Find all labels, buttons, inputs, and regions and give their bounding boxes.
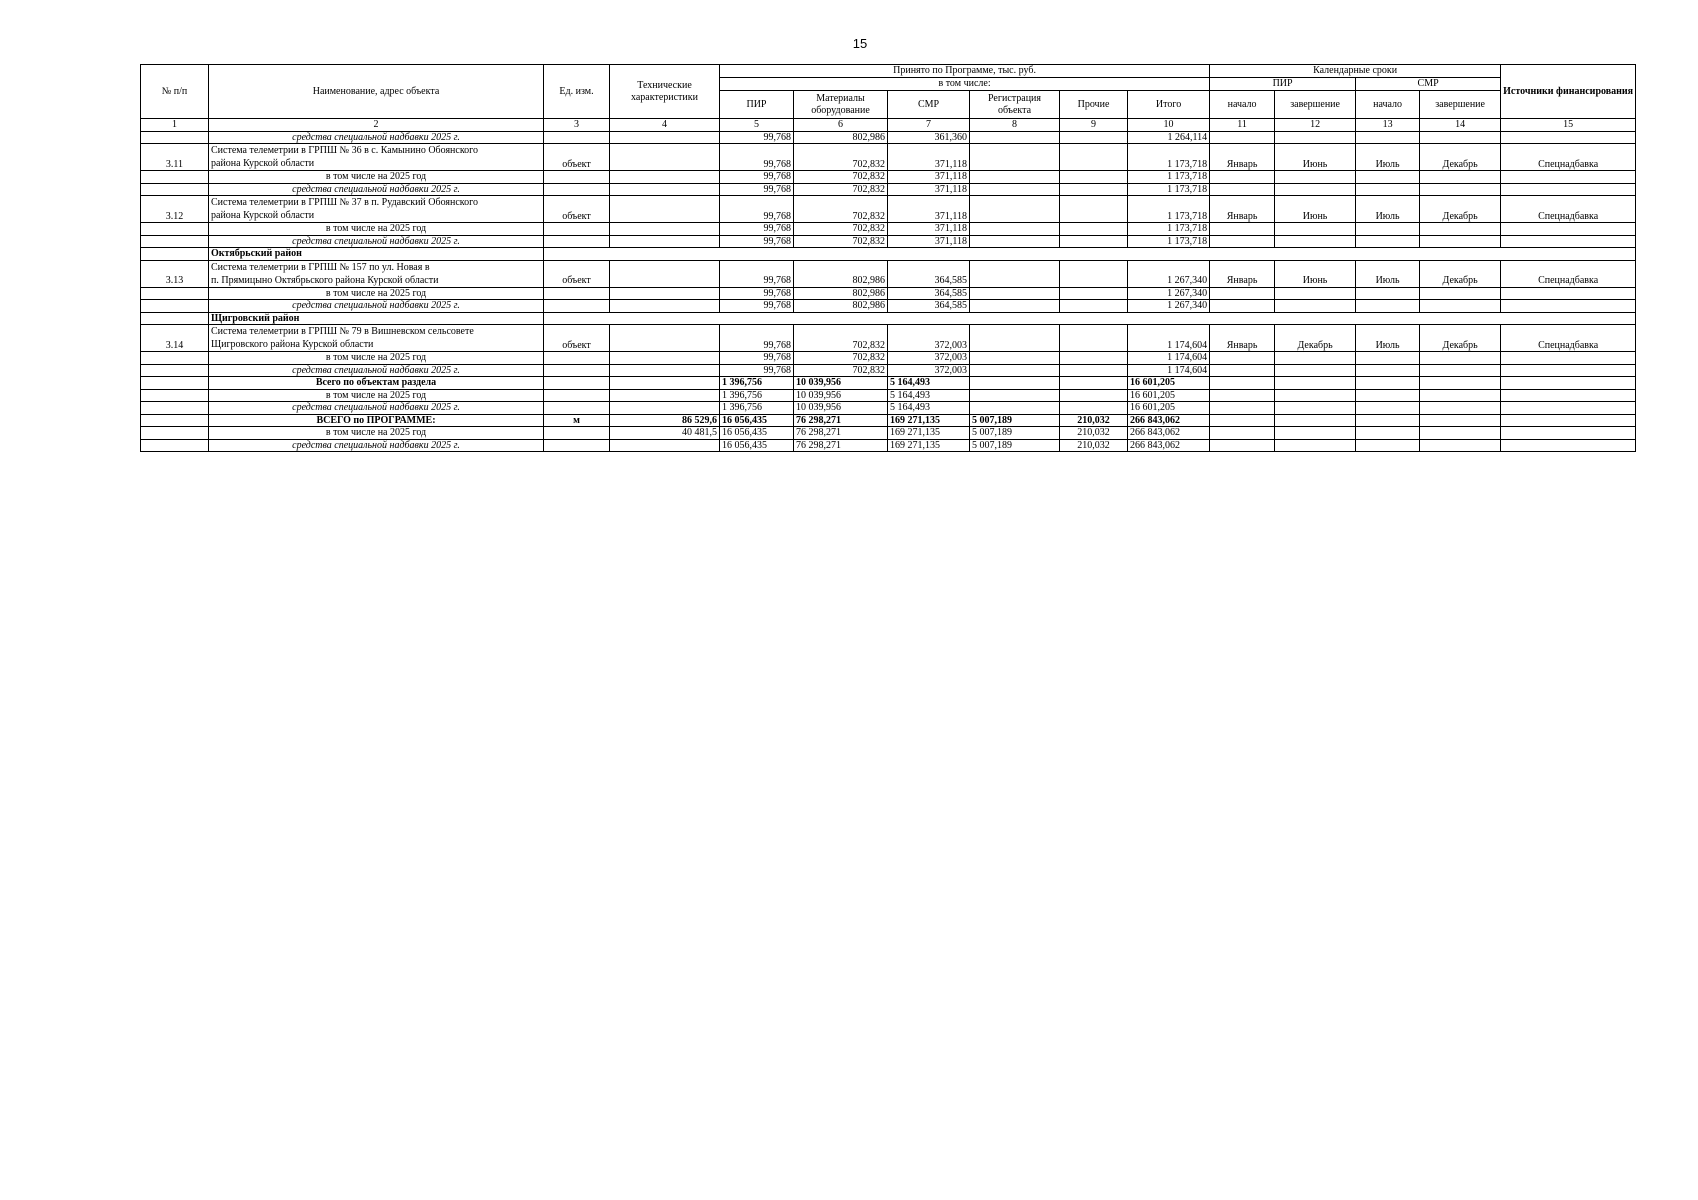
row-name-line1: Система телеметрии в ГРПШ № 79 в Вишневском сельсовете xyxy=(211,326,474,337)
cell-other: 210,032 xyxy=(1060,414,1128,427)
table-row xyxy=(141,300,1636,313)
cell-smr: 169 271,135 xyxy=(888,414,970,427)
cell-registration: 5 007,189 xyxy=(970,427,1060,440)
cell-materials: 702,832 xyxy=(794,171,888,184)
cell-smr: 5 164,493 xyxy=(888,402,970,415)
cell-materials: 702,832 xyxy=(794,144,888,171)
row-name: в том числе на 2025 год xyxy=(209,352,544,365)
district-name: Октябрьский район xyxy=(209,248,544,261)
cell-total: 266 843,062 xyxy=(1128,439,1210,452)
row-name-line2: п. Прямицыно Октябрьского района Курской области xyxy=(211,274,439,286)
section-total-row xyxy=(141,377,1636,390)
row-name: в том числе на 2025 год xyxy=(209,223,544,236)
table-row xyxy=(141,389,1636,402)
header-smr-end: завершение xyxy=(1420,91,1501,119)
cell-tech: 86 529,6 xyxy=(610,414,720,427)
header-accepted: Принято по Программе, тыс. руб. xyxy=(720,65,1210,78)
table-row xyxy=(141,144,1636,171)
cell-smr: 364,585 xyxy=(888,287,970,300)
cell-source: Спецнадбавка xyxy=(1501,144,1636,171)
program-table xyxy=(140,64,1636,452)
colnum: 3 xyxy=(544,119,610,132)
cell-pir: 99,768 xyxy=(720,144,794,171)
district-name: Щигровский район xyxy=(209,312,544,325)
row-name: Всего по объектам раздела xyxy=(209,377,544,390)
row-name: в том числе на 2025 год xyxy=(209,171,544,184)
cell-materials: 802,986 xyxy=(794,260,888,287)
cell-total: 266 843,062 xyxy=(1128,427,1210,440)
table-row xyxy=(141,439,1636,452)
cell-smr-start: Июль xyxy=(1356,196,1420,223)
page-number: 15 xyxy=(852,36,868,51)
colnum: 10 xyxy=(1128,119,1210,132)
cell-total: 16 601,205 xyxy=(1128,377,1210,390)
cell-pir: 99,768 xyxy=(720,235,794,248)
cell-smr: 169 271,135 xyxy=(888,427,970,440)
table-row xyxy=(141,364,1636,377)
cell-smr: 5 164,493 xyxy=(888,389,970,402)
cell-unit: объект xyxy=(544,260,610,287)
row-num: 3.13 xyxy=(141,260,209,287)
table-row xyxy=(141,131,1636,144)
table-row xyxy=(141,235,1636,248)
header-tech: Технические характеристики xyxy=(610,65,720,119)
colnum: 8 xyxy=(970,119,1060,132)
colnum: 2 xyxy=(209,119,544,132)
cell-materials: 702,832 xyxy=(794,352,888,365)
header-pir-end: завершение xyxy=(1275,91,1356,119)
cell-pir-start: Январь xyxy=(1210,260,1275,287)
row-name: средства специальной надбавки 2025 г. xyxy=(209,131,544,144)
header-other: Прочие xyxy=(1060,91,1128,119)
colnum: 12 xyxy=(1275,119,1356,132)
header-calendar: Календарные сроки xyxy=(1210,65,1501,78)
cell-materials: 76 298,271 xyxy=(794,414,888,427)
row-name: в том числе на 2025 год xyxy=(209,389,544,402)
cell-smr: 372,003 xyxy=(888,352,970,365)
cell-smr: 169 271,135 xyxy=(888,439,970,452)
cell-materials: 10 039,956 xyxy=(794,377,888,390)
cell-materials: 10 039,956 xyxy=(794,402,888,415)
colnum: 9 xyxy=(1060,119,1128,132)
cell-materials: 802,986 xyxy=(794,287,888,300)
cell-materials: 702,832 xyxy=(794,325,888,352)
district-row xyxy=(141,312,1636,325)
cell-pir: 99,768 xyxy=(720,183,794,196)
cell-pir-end: Июнь xyxy=(1275,196,1356,223)
cell-total: 16 601,205 xyxy=(1128,389,1210,402)
cell-smr: 371,118 xyxy=(888,223,970,236)
cell-total: 1 173,718 xyxy=(1128,183,1210,196)
cell-source: Спецнадбавка xyxy=(1501,196,1636,223)
cell-source: Спецнадбавка xyxy=(1501,260,1636,287)
row-name-line2: района Курской области xyxy=(211,158,315,169)
cell-other: 210,032 xyxy=(1060,439,1128,452)
cell-total: 1 267,340 xyxy=(1128,300,1210,313)
cell-smr-start: Июль xyxy=(1356,144,1420,171)
cell-smr-end: Декабрь xyxy=(1420,196,1501,223)
cell-total: 1 173,718 xyxy=(1128,171,1210,184)
cell-pir-start: Январь xyxy=(1210,144,1275,171)
row-name: средства специальной надбавки 2025 г. xyxy=(209,402,544,415)
cell-materials: 702,832 xyxy=(794,223,888,236)
row-num: 3.12 xyxy=(141,196,209,223)
cell-total: 1 173,718 xyxy=(1128,196,1210,223)
header-total: Итого xyxy=(1128,91,1210,119)
cell-total: 1 264,114 xyxy=(1128,131,1210,144)
district-row xyxy=(141,248,1636,261)
table-row xyxy=(141,427,1636,440)
table-row xyxy=(141,260,1636,287)
colnum: 14 xyxy=(1420,119,1501,132)
row-name: средства специальной надбавки 2025 г. xyxy=(209,300,544,313)
cell-total: 1 173,718 xyxy=(1128,235,1210,248)
header-registration: Регистрация объекта xyxy=(970,91,1060,119)
cell-pir: 99,768 xyxy=(720,325,794,352)
row-name: ВСЕГО по ПРОГРАММЕ: xyxy=(209,414,544,427)
cell-smr: 372,003 xyxy=(888,325,970,352)
cell-pir-end: Декабрь xyxy=(1275,325,1356,352)
cell-smr: 371,118 xyxy=(888,235,970,248)
colnum: 7 xyxy=(888,119,970,132)
cell-pir: 16 056,435 xyxy=(720,439,794,452)
header-num: № п/п xyxy=(141,65,209,119)
cell-materials: 702,832 xyxy=(794,235,888,248)
cell-total: 1 173,718 xyxy=(1128,223,1210,236)
cell-materials: 802,986 xyxy=(794,300,888,313)
cell-tech: 40 481,5 xyxy=(610,427,720,440)
row-name-line2: Щигровского района Курской области xyxy=(211,339,374,350)
cell-smr-start: Июль xyxy=(1356,325,1420,352)
cell-pir-start: Январь xyxy=(1210,325,1275,352)
cell-pir: 99,768 xyxy=(720,223,794,236)
colnum: 11 xyxy=(1210,119,1275,132)
cell-registration: 5 007,189 xyxy=(970,414,1060,427)
cell-smr-start: Июль xyxy=(1356,260,1420,287)
cell-total: 1 173,718 xyxy=(1128,144,1210,171)
colnum: 5 xyxy=(720,119,794,132)
cell-total: 266 843,062 xyxy=(1128,414,1210,427)
header-materials: Материалы оборудование xyxy=(794,91,888,119)
cell-unit: объект xyxy=(544,325,610,352)
cell-pir: 16 056,435 xyxy=(720,427,794,440)
cell-smr-end: Декабрь xyxy=(1420,325,1501,352)
row-name: средства специальной надбавки 2025 г. xyxy=(209,183,544,196)
header-cal-pir: ПИР xyxy=(1210,78,1356,91)
cell-pir: 99,768 xyxy=(720,196,794,223)
cell-pir: 1 396,756 xyxy=(720,402,794,415)
cell-pir-end: Июнь xyxy=(1275,144,1356,171)
cell-pir: 99,768 xyxy=(720,300,794,313)
table-row xyxy=(141,287,1636,300)
header-cal-smr: СМР xyxy=(1356,78,1501,91)
cell-total: 1 267,340 xyxy=(1128,260,1210,287)
cell-smr-end: Декабрь xyxy=(1420,144,1501,171)
colnum: 4 xyxy=(610,119,720,132)
cell-materials: 702,832 xyxy=(794,183,888,196)
row-name-line1: Система телеметрии в ГРПШ № 37 в п. Рудавский Обоянского xyxy=(211,197,478,208)
colnum: 15 xyxy=(1501,119,1636,132)
cell-total: 1 174,604 xyxy=(1128,364,1210,377)
cell-pir-start: Январь xyxy=(1210,196,1275,223)
row-name-line1: Система телеметрии в ГРПШ № 36 в с. Камынино Обоянского xyxy=(211,145,479,156)
cell-registration: 5 007,189 xyxy=(970,439,1060,452)
cell-source: Спецнадбавка xyxy=(1501,325,1636,352)
cell-smr: 364,585 xyxy=(888,300,970,313)
row-name: в том числе на 2025 год xyxy=(209,427,544,440)
cell-pir: 16 056,435 xyxy=(720,414,794,427)
cell-total: 16 601,205 xyxy=(1128,402,1210,415)
cell-total: 1 174,604 xyxy=(1128,325,1210,352)
header-incl: в том числе: xyxy=(720,78,1210,91)
cell-smr-end: Декабрь xyxy=(1420,260,1501,287)
table-row xyxy=(141,325,1636,352)
cell-smr: 361,360 xyxy=(888,131,970,144)
cell-pir-end: Июнь xyxy=(1275,260,1356,287)
row-name-line2: района Курской области xyxy=(211,210,315,221)
cell-unit: м xyxy=(544,414,610,427)
cell-unit: объект xyxy=(544,196,610,223)
table-row xyxy=(141,352,1636,365)
cell-smr: 5 164,493 xyxy=(888,377,970,390)
colnum: 1 xyxy=(141,119,209,132)
table-row xyxy=(141,223,1636,236)
cell-pir: 99,768 xyxy=(720,171,794,184)
row-name: средства специальной надбавки 2025 г. xyxy=(209,364,544,377)
row-num: 3.14 xyxy=(141,325,209,352)
cell-total: 1 267,340 xyxy=(1128,287,1210,300)
header-unit: Ед. изм. xyxy=(544,65,610,119)
table-row xyxy=(141,171,1636,184)
header-smr: СМР xyxy=(888,91,970,119)
cell-pir: 1 396,756 xyxy=(720,389,794,402)
cell-materials: 76 298,271 xyxy=(794,427,888,440)
cell-pir: 99,768 xyxy=(720,287,794,300)
cell-smr: 371,118 xyxy=(888,183,970,196)
cell-pir: 1 396,756 xyxy=(720,377,794,390)
cell-smr: 371,118 xyxy=(888,171,970,184)
row-name: средства специальной надбавки 2025 г. xyxy=(209,439,544,452)
cell-other: 210,032 xyxy=(1060,427,1128,440)
header-pir-start: начало xyxy=(1210,91,1275,119)
colnum: 13 xyxy=(1356,119,1420,132)
cell-materials: 802,986 xyxy=(794,131,888,144)
header-sources: Источники финансирования xyxy=(1501,65,1636,119)
colnum: 6 xyxy=(794,119,888,132)
header-smr-start: начало xyxy=(1356,91,1420,119)
program-total-row xyxy=(141,414,1636,427)
row-name-line1: Система телеметрии в ГРПШ № 157 по ул. Новая в xyxy=(211,261,430,273)
column-number-row xyxy=(141,119,1636,132)
cell-smr: 371,118 xyxy=(888,144,970,171)
row-name: в том числе на 2025 год xyxy=(209,287,544,300)
cell-total: 1 174,604 xyxy=(1128,352,1210,365)
header-pir: ПИР xyxy=(720,91,794,119)
header-name: Наименование, адрес объекта xyxy=(209,65,544,119)
cell-materials: 702,832 xyxy=(794,364,888,377)
table-row xyxy=(141,183,1636,196)
cell-pir: 99,768 xyxy=(720,364,794,377)
cell-smr: 364,585 xyxy=(888,260,970,287)
cell-materials: 702,832 xyxy=(794,196,888,223)
table-row xyxy=(141,196,1636,223)
cell-smr: 372,003 xyxy=(888,364,970,377)
row-name: средства специальной надбавки 2025 г. xyxy=(209,235,544,248)
row-num: 3.11 xyxy=(141,144,209,171)
cell-pir: 99,768 xyxy=(720,131,794,144)
cell-pir: 99,768 xyxy=(720,352,794,365)
cell-materials: 10 039,956 xyxy=(794,389,888,402)
cell-pir: 99,768 xyxy=(720,260,794,287)
cell-smr: 371,118 xyxy=(888,196,970,223)
cell-materials: 76 298,271 xyxy=(794,439,888,452)
table-row xyxy=(141,402,1636,415)
cell-unit: объект xyxy=(544,144,610,171)
